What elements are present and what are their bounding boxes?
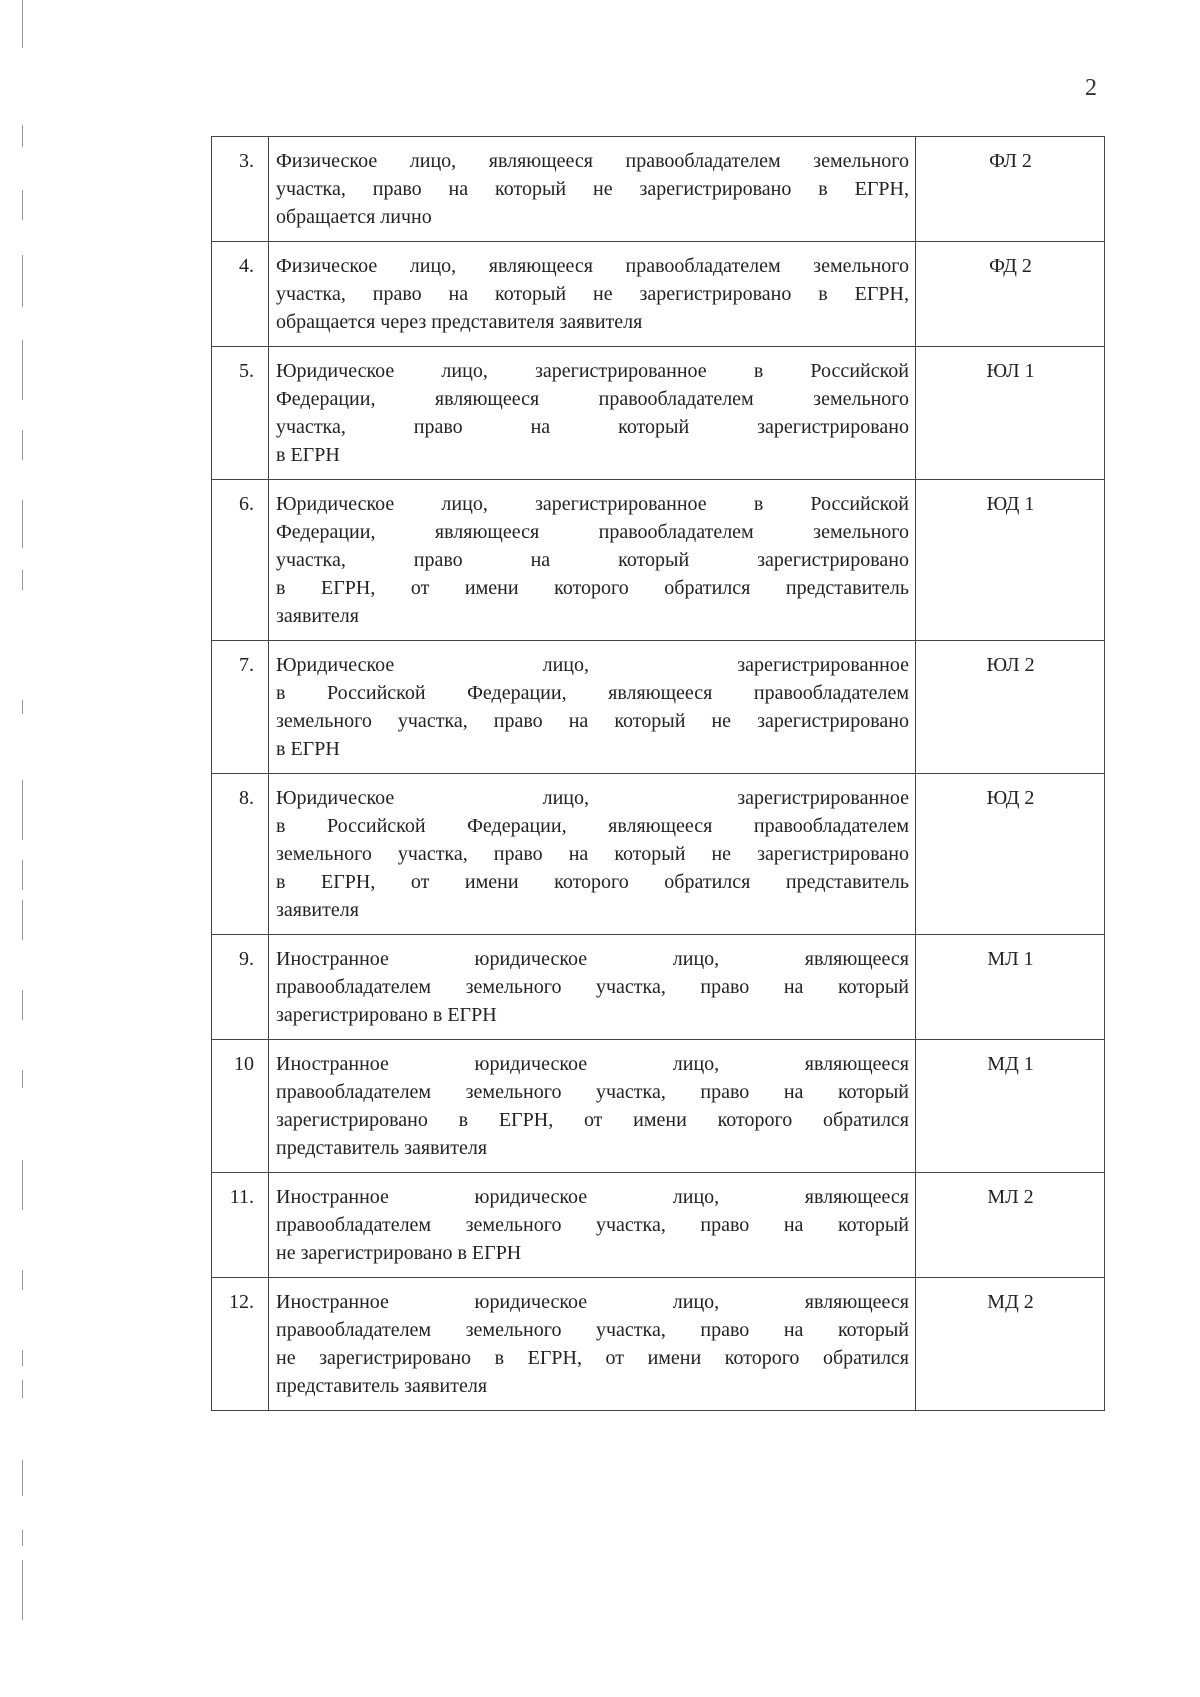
scan-edge-marks [22,0,26,1697]
row-number: 11. [212,1173,269,1278]
row-number: 4. [212,242,269,347]
row-number: 5. [212,347,269,480]
description-line: участка, право на который зарегистрировано [276,416,909,438]
description-line: Юридическое лицо, зарегистрированное [276,787,909,809]
description-line: обращается через представителя заявителя [276,311,643,333]
applicant-description [269,774,916,935]
applicant-categories-table [211,136,1105,1411]
table-row [212,137,1105,242]
applicant-description [269,1173,916,1278]
row-number: 6. [212,480,269,641]
description-line: правообладателем земельного участка, право на который [276,1081,909,1103]
description-line: правообладателем земельного участка, право на который [276,1319,909,1341]
table-body [212,137,1105,1411]
applicant-description [269,935,916,1040]
description-line: земельного участка, право на который не зарегистрировано [276,710,909,732]
table-row [212,1040,1105,1173]
description-line: Юридическое лицо, зарегистрированное в Российской [276,360,909,382]
category-code: МЛ 2 [916,1173,1105,1278]
description-line: правообладателем земельного участка, право на который [276,1214,909,1236]
description-line: в ЕГРН, от имени которого обратился представитель [276,577,909,599]
description-line: в Российской Федерации, являющееся правообладателем [276,815,909,837]
description-line: заявителя [276,899,359,921]
table-row [212,1173,1105,1278]
description-line: Юридическое лицо, зарегистрированное [276,654,909,676]
description-line: Иностранное юридическое лицо, являющееся [276,1186,909,1208]
description-line: Юридическое лицо, зарегистрированное в Российской [276,493,909,515]
description-line: Физическое лицо, являющееся правообладателем земельного [276,150,909,172]
description-line: участка, право на который зарегистрировано [276,549,909,571]
description-line: участка, право на который не зарегистрировано в ЕГРН, [276,283,909,305]
description-line: не зарегистрировано в ЕГРН, от имени которого обратился [276,1347,909,1369]
applicant-description [269,480,916,641]
description-line: Федерации, являющееся правообладателем земельного [276,388,909,410]
table-row [212,347,1105,480]
category-code: ЮЛ 2 [916,641,1105,774]
description-line: Физическое лицо, являющееся правообладателем земельного [276,255,909,277]
table-row [212,641,1105,774]
category-code: ЮД 1 [916,480,1105,641]
applicant-description [269,242,916,347]
table-row [212,242,1105,347]
applicant-description [269,137,916,242]
description-line: в ЕГРН, от имени которого обратился представитель [276,871,909,893]
description-line: не зарегистрировано в ЕГРН [276,1242,522,1264]
description-line: зарегистрировано в ЕГРН [276,1004,497,1026]
description-line: земельного участка, право на который не зарегистрировано [276,843,909,865]
description-line: Иностранное юридическое лицо, являющееся [276,1291,909,1313]
row-number: 3. [212,137,269,242]
category-code: МД 2 [916,1278,1105,1411]
row-number: 9. [212,935,269,1040]
description-line: представитель заявителя [276,1137,488,1159]
category-code: МЛ 1 [916,935,1105,1040]
category-code: ФД 2 [916,242,1105,347]
category-code: ЮД 2 [916,774,1105,935]
description-line: представитель заявителя [276,1375,488,1397]
description-line: в ЕГРН [276,738,340,760]
description-line: в ЕГРН [276,444,340,466]
row-number: 10 [212,1040,269,1173]
description-line: участка, право на который не зарегистрировано в ЕГРН, [276,178,909,200]
applicant-description [269,1278,916,1411]
table-row [212,774,1105,935]
description-line: правообладателем земельного участка, право на который [276,976,909,998]
row-number: 12. [212,1278,269,1411]
category-code: МД 1 [916,1040,1105,1173]
applicant-description [269,1040,916,1173]
description-line: Федерации, являющееся правообладателем земельного [276,521,909,543]
row-number: 7. [212,641,269,774]
description-line: обращается лично [276,206,432,228]
description-line: Иностранное юридическое лицо, являющееся [276,1053,909,1075]
row-number: 8. [212,774,269,935]
category-code: ЮЛ 1 [916,347,1105,480]
applicant-description [269,641,916,774]
page-number: 2 [1085,75,1097,101]
description-line: в Российской Федерации, являющееся правообладателем [276,682,909,704]
description-line: заявителя [276,605,359,627]
description-line: зарегистрировано в ЕГРН, от имени которого обратился [276,1109,909,1131]
applicant-description [269,347,916,480]
table-row [212,480,1105,641]
description-line: Иностранное юридическое лицо, являющееся [276,948,909,970]
category-code: ФЛ 2 [916,137,1105,242]
table-row [212,1278,1105,1411]
table-row [212,935,1105,1040]
